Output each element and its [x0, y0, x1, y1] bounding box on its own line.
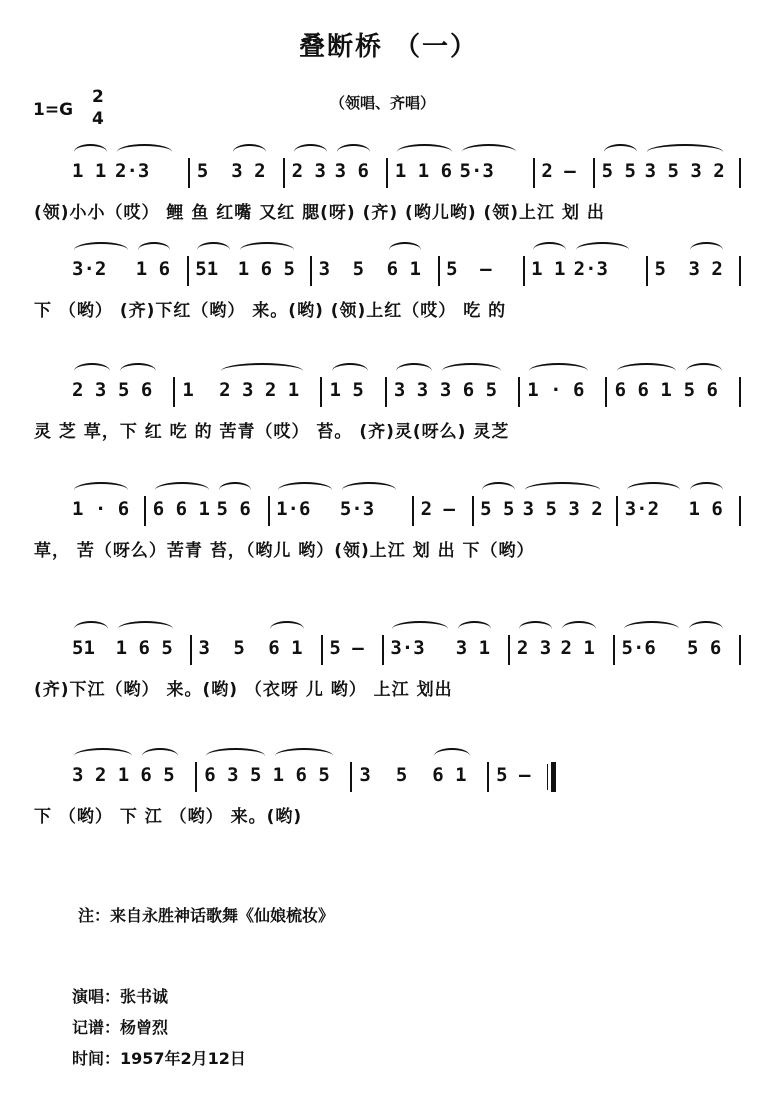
barline	[144, 496, 146, 526]
note-group: 5 —	[329, 637, 364, 659]
slur-mark	[604, 144, 637, 160]
note-group: 2 3	[72, 379, 107, 401]
barline	[321, 635, 323, 665]
slur-mark	[240, 242, 294, 258]
slur-mark	[337, 144, 370, 160]
note-group: 3 2 1	[72, 764, 130, 786]
slur-mark	[462, 144, 517, 160]
slur-mark	[389, 242, 422, 258]
slur-mark	[74, 621, 108, 637]
slur-mark	[624, 621, 679, 637]
barline	[533, 158, 535, 188]
note-group: 5	[233, 637, 245, 659]
slur-mark	[482, 482, 515, 498]
note-group: 1 6 5	[115, 637, 173, 659]
lyrics-line: 草， 苦（呀么）苦青 苔，（哟儿 哟）(领)上江 划 出 下（哟）	[34, 541, 535, 561]
credit-singer: 演唱：张书诚	[72, 987, 169, 1006]
slur-mark	[275, 748, 333, 764]
song-title: 叠断桥 （一）	[298, 32, 479, 62]
note-group: 51	[72, 637, 95, 659]
slur-mark	[442, 363, 501, 379]
note-group: 1 6	[135, 258, 171, 280]
slur-mark	[686, 363, 722, 379]
slur-mark	[74, 482, 128, 498]
note-group: 6 5	[140, 764, 175, 786]
notation-line	[0, 615, 777, 675]
note-group: 3 3	[393, 379, 429, 401]
performance-note: （领唱、齐唱）	[330, 94, 436, 112]
slur-mark	[197, 242, 230, 258]
slur-mark	[690, 242, 723, 258]
barline	[739, 256, 741, 286]
barline	[268, 496, 270, 526]
note-group: 1 · 6	[527, 379, 585, 401]
slur-mark	[74, 242, 128, 258]
slur-mark	[221, 363, 303, 379]
slur-mark	[689, 621, 723, 637]
note-group: 1 1	[531, 258, 566, 280]
barline	[472, 496, 474, 526]
note-group: 5 6	[683, 379, 718, 401]
note-group: 5·3	[339, 498, 375, 520]
slur-mark	[627, 482, 681, 498]
barline	[195, 762, 197, 792]
barline	[613, 635, 615, 665]
note-group: 2 3	[516, 637, 552, 659]
note-group: 3	[359, 764, 371, 786]
barline	[283, 158, 285, 188]
note-group: 6 1	[386, 258, 421, 280]
note-group: 3 2	[231, 160, 266, 182]
note-group: 1 6 5	[237, 258, 295, 280]
barline	[616, 496, 618, 526]
credit-date: 时间：1957年2月12日	[72, 1049, 246, 1068]
note-group: 2 —	[420, 498, 455, 520]
note-group: 5 6	[216, 498, 251, 520]
note-group: 5 5	[480, 498, 515, 520]
barline	[739, 377, 741, 407]
slur-mark	[74, 144, 107, 160]
note-group: 51	[195, 258, 219, 280]
barline	[646, 256, 648, 286]
note-group: 5 5	[601, 160, 636, 182]
meter-bottom: 4	[92, 109, 104, 129]
barline	[523, 256, 525, 286]
barline	[386, 158, 388, 188]
slur-mark	[690, 482, 723, 498]
note-group: 3 5 3 2	[522, 498, 603, 520]
slur-mark	[118, 621, 173, 637]
barline	[518, 377, 520, 407]
note-group: 2·3	[115, 160, 150, 182]
note-group: 1·6	[276, 498, 311, 520]
slur-mark	[206, 748, 264, 764]
note-group: —	[480, 258, 492, 280]
slur-mark	[647, 144, 723, 160]
note-group: 1 5	[329, 379, 364, 401]
slur-mark	[155, 482, 209, 498]
slur-mark	[458, 621, 492, 637]
notation-line	[0, 742, 777, 802]
lyrics-line: 下 （哟） 下 江 （哟） 来。(哟)	[34, 807, 303, 827]
slur-mark	[617, 363, 676, 379]
note-group: 5	[446, 258, 458, 280]
note-group: 5·6	[621, 637, 656, 659]
barline	[739, 158, 741, 188]
slur-mark	[397, 144, 452, 160]
note-group: 1 1 6	[394, 160, 453, 182]
notation-line	[0, 138, 777, 198]
note-group: 5 —	[496, 764, 531, 786]
slur-mark	[120, 363, 156, 379]
slur-mark	[562, 621, 596, 637]
note-group: 3 1	[455, 637, 491, 659]
note-group: 5	[196, 160, 209, 182]
slur-mark	[142, 748, 178, 764]
note-group: 5	[654, 258, 666, 280]
note-group: 3 6 5	[439, 379, 498, 401]
slur-mark	[138, 242, 171, 258]
note-group: 2 —	[541, 160, 576, 182]
slur-mark	[533, 242, 566, 258]
slur-mark	[396, 363, 432, 379]
slur-mark	[576, 242, 630, 258]
barline	[593, 158, 595, 188]
notation-line	[0, 357, 777, 417]
slur-mark	[74, 363, 110, 379]
lyrics-line: (领)小小（哎） 鲤 鱼 红嘴 又红 腮(呀) (齐) (哟儿哟) (领)上江 划 出	[34, 203, 605, 223]
slur-mark	[392, 621, 447, 637]
slur-mark	[434, 748, 470, 764]
note-group: 2 3 2 1	[219, 379, 300, 401]
barline	[173, 377, 175, 407]
slur-mark	[219, 482, 252, 498]
lyrics-line: 灵 芝 草，下 红 吃 的 苦青（哎） 苔。 (齐)灵(呀么) 灵芝	[34, 422, 510, 442]
barline	[188, 158, 190, 188]
note-group: 5 6	[686, 637, 722, 659]
note-group: 3·2	[624, 498, 660, 520]
note-group: 1 1	[72, 160, 107, 182]
note-group: 5 6	[117, 379, 153, 401]
note-group: 5·3	[459, 160, 494, 182]
slur-mark	[332, 363, 368, 379]
note-group: 1 6 5	[272, 764, 330, 786]
note-group: 6 3 5	[204, 764, 262, 786]
slur-mark	[270, 621, 304, 637]
slur-mark	[233, 144, 266, 160]
slur-mark	[519, 621, 553, 637]
note-group: 5	[352, 258, 365, 280]
notation-line	[0, 236, 777, 296]
note-group: 3 2	[688, 258, 723, 280]
note-group: 3 6	[334, 160, 369, 182]
lyrics-line: (齐)下江（哟） 来。(哟) （衣呀 儿 哟） 上江 划出	[34, 680, 453, 700]
slur-mark	[529, 363, 588, 379]
notation-line	[0, 476, 777, 536]
barline	[739, 496, 741, 526]
meter-top: 2	[92, 87, 104, 107]
barline	[320, 377, 322, 407]
note-group: 3·3	[390, 637, 425, 659]
barline	[438, 256, 440, 286]
slur-mark	[525, 482, 600, 498]
barline	[739, 635, 741, 665]
barline	[385, 377, 387, 407]
slur-mark	[74, 748, 132, 764]
slur-mark	[342, 482, 396, 498]
barline	[190, 635, 192, 665]
barline	[382, 635, 384, 665]
barline	[412, 496, 414, 526]
note-group: 3	[198, 637, 210, 659]
note-group: 6 6 1	[614, 379, 672, 401]
note-group: 3	[318, 258, 331, 280]
note-group: 1 6	[688, 498, 723, 520]
barline	[187, 256, 189, 286]
note-group: 3·2	[72, 258, 107, 280]
barline	[508, 635, 510, 665]
time-signature	[92, 86, 104, 130]
slur-mark	[117, 144, 172, 160]
note-group: 5	[395, 764, 408, 786]
note-group: 2 3	[291, 160, 326, 182]
note-group: 1 · 6	[72, 498, 130, 520]
note-group: 6 6 1	[152, 498, 210, 520]
note-group: 3 5 3 2	[644, 160, 725, 182]
barline	[310, 256, 312, 286]
barline	[487, 762, 489, 792]
note-group: 6 1	[268, 637, 303, 659]
note-group: 1	[182, 379, 194, 401]
barline	[605, 377, 607, 407]
slur-mark	[294, 144, 327, 160]
note-group: 2·3	[573, 258, 608, 280]
note-group: 6 1	[432, 764, 467, 786]
barline	[350, 762, 352, 792]
credit-notation: 记谱：杨曾烈	[72, 1018, 169, 1037]
final-barline	[551, 762, 556, 792]
key-signature: 1=G	[33, 100, 74, 120]
note-group: 2 1	[560, 637, 595, 659]
lyrics-line: 下 （哟） (齐)下红（哟） 来。(哟) (领)上红（哎） 吃 的	[34, 301, 507, 321]
slur-mark	[278, 482, 332, 498]
source-note: 注：来自永胜神话歌舞《仙娘梳妆》	[78, 906, 335, 925]
